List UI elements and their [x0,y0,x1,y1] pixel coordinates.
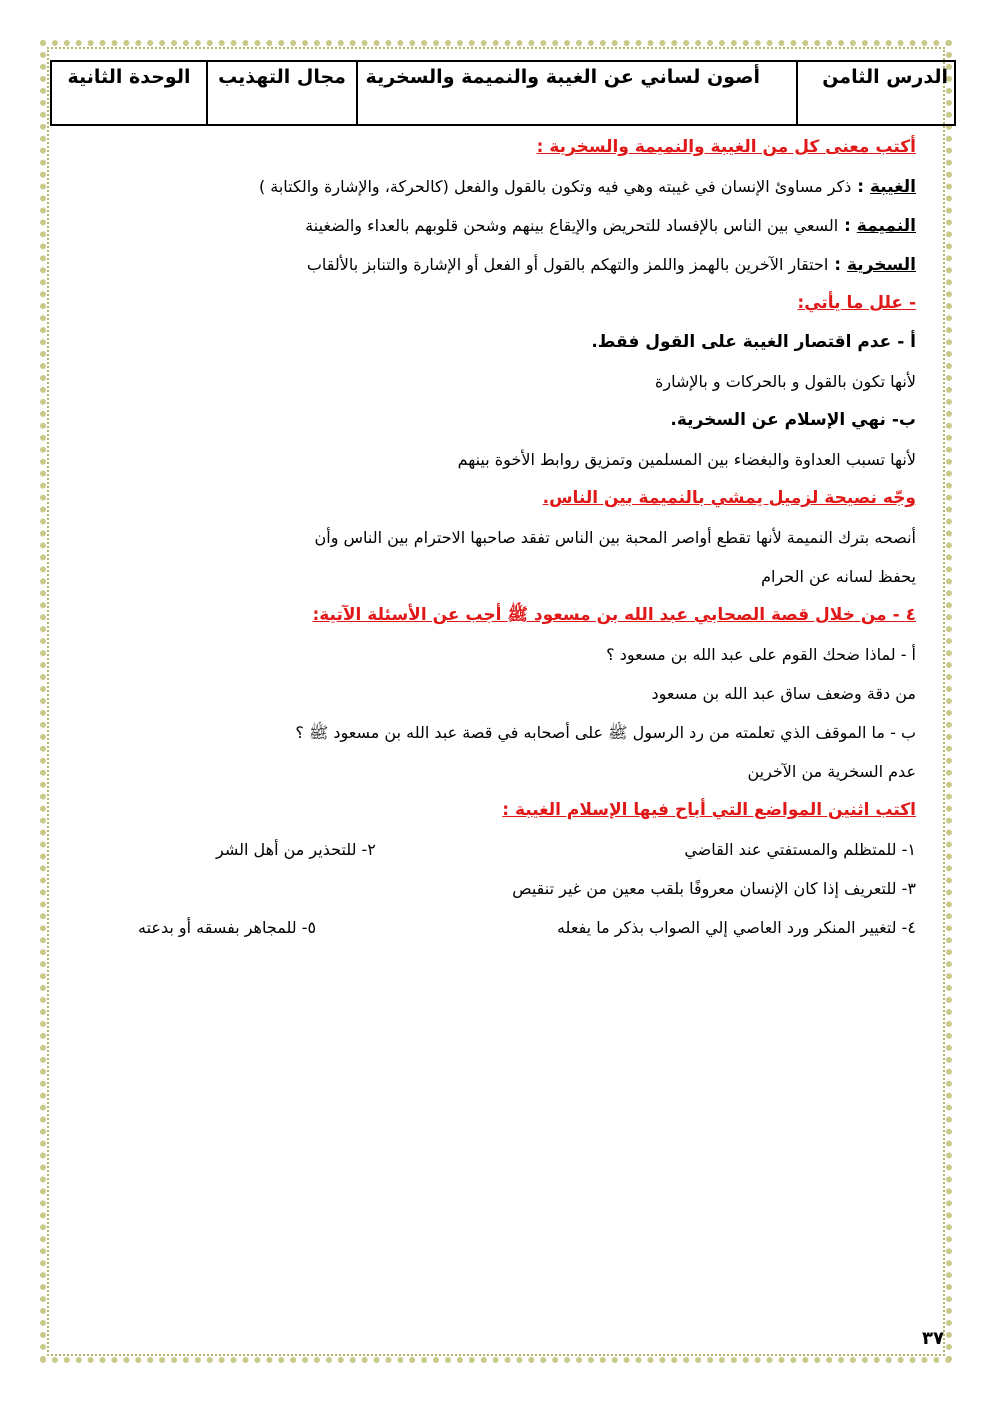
list-item: ٥- للمجاهر بفسقه أو بدعته [138,918,317,937]
definition-text: ذكر مساوئ الإنسان في غيبته وهي فيه وتكون بالقول والفعل (كالحركة، والإشارة والكتابة ) [258,177,852,196]
story-heading: ٤ - من خلال قصة الصحابي عبد الله بن مسعود ﷺ أجب عن الأسئلة الآتية: [312,605,916,625]
definition-term: النميمة [856,216,916,236]
definition-sukhriya: السخرية : احتقار الآخرين بالهمز واللمز والتهكم بالقول أو الفعل أو الإشارة والتنابز بالألقاب [306,255,916,275]
field-cell: مجال التهذيب [207,61,357,125]
definition-text: السعي بين الناس بالإفساد للتحريض والإيقاع بينهم وشحن قلوبهم بالعداء والضغينة [305,216,839,235]
advice-answer-line-2: يحفظ لسانه عن الحرام [761,567,916,586]
definition-term: الغيبة [870,177,916,197]
reason-question-a: أ - عدم اقتصار الغيبة على القول فقط. [591,332,916,352]
lesson-number-cell: الدرس الثامن [797,61,955,125]
reason-answer-a: لأنها تكون بالقول و بالحركات و بالإشارة [654,372,916,391]
reason-question-b: ب- نهي الإسلام عن السخرية. [670,410,916,430]
advice-heading: وجّه نصيحة لزميل يمشي بالنميمة بين الناس. [542,488,916,508]
definition-nameema: النميمة : السعي بين الناس بالإفساد للتحريض والإيقاع بينهم وشحن قلوبهم بالعداء والضغينة [305,216,916,236]
list-item: ٤- لتغيير المنكر ورد العاصي إلي الصواب بذكر ما يفعله [556,918,916,937]
page-number: ٣٧ [922,1328,944,1349]
permitted-cases-row-2 [66,869,916,908]
permitted-cases-row-3 [66,908,916,947]
reason-answer-b: لأنها تسبب العداوة والبغضاء بين المسلمين وتمزيق روابط الأخوة بينهم [457,450,916,469]
list-item: ١- للمتظلم والمستفتي عند القاضي [684,840,916,859]
advice-answer-line-1: أنصحه بترك النميمة لأنها تقطع أواصر المحبة بين الناس تفقد صاحبها الاحترام بين الناس وأن [314,528,916,547]
permitted-cases-heading: اكتب اثنين المواضع التي أباح فيها الإسلام الغيبة : [502,800,916,820]
unit-cell: الوحدة الثانية [51,61,207,125]
definitions-heading: أكتب معنى كل من الغيبة والنميمة والسخرية : [536,137,916,157]
definition-gheeba: الغيبة : ذكر مساوئ الإنسان في غيبته وهي فيه وتكون بالقول والفعل (كالحركة، والإشارة والكتابة ) [258,177,916,197]
reasons-heading: - علل ما يأتي: [797,293,916,313]
lesson-header-table [50,60,956,126]
worksheet-content [66,128,916,947]
story-question-a: أ - لماذا ضحك القوم على عبد الله بن مسعود ؟ [606,645,916,664]
lesson-title-cell: أصون لساني عن الغيبة والنميمة والسخرية [357,61,797,125]
story-answer-a: من دقة وضعف ساق عبد الله بن مسعود [651,684,916,703]
permitted-cases-row-1 [66,830,916,869]
definition-term: السخرية [846,255,916,275]
list-item: ٢- للتحذير من أهل الشر [216,840,376,859]
story-question-b: ب - ما الموقف الذي تعلمته من رد الرسول ﷺ على أصحابه في قصة عبد الله بن مسعود ﷺ ؟ [295,723,916,742]
list-item: ٣- للتعريف إذا كان الإنسان معروفًا بلقب معين من غير تنقيص [512,879,916,898]
story-answer-b: عدم السخرية من الآخرين [747,762,916,781]
definition-text: احتقار الآخرين بالهمز واللمز والتهكم بالقول أو الفعل أو الإشارة والتنابز بالألقاب [306,255,829,274]
